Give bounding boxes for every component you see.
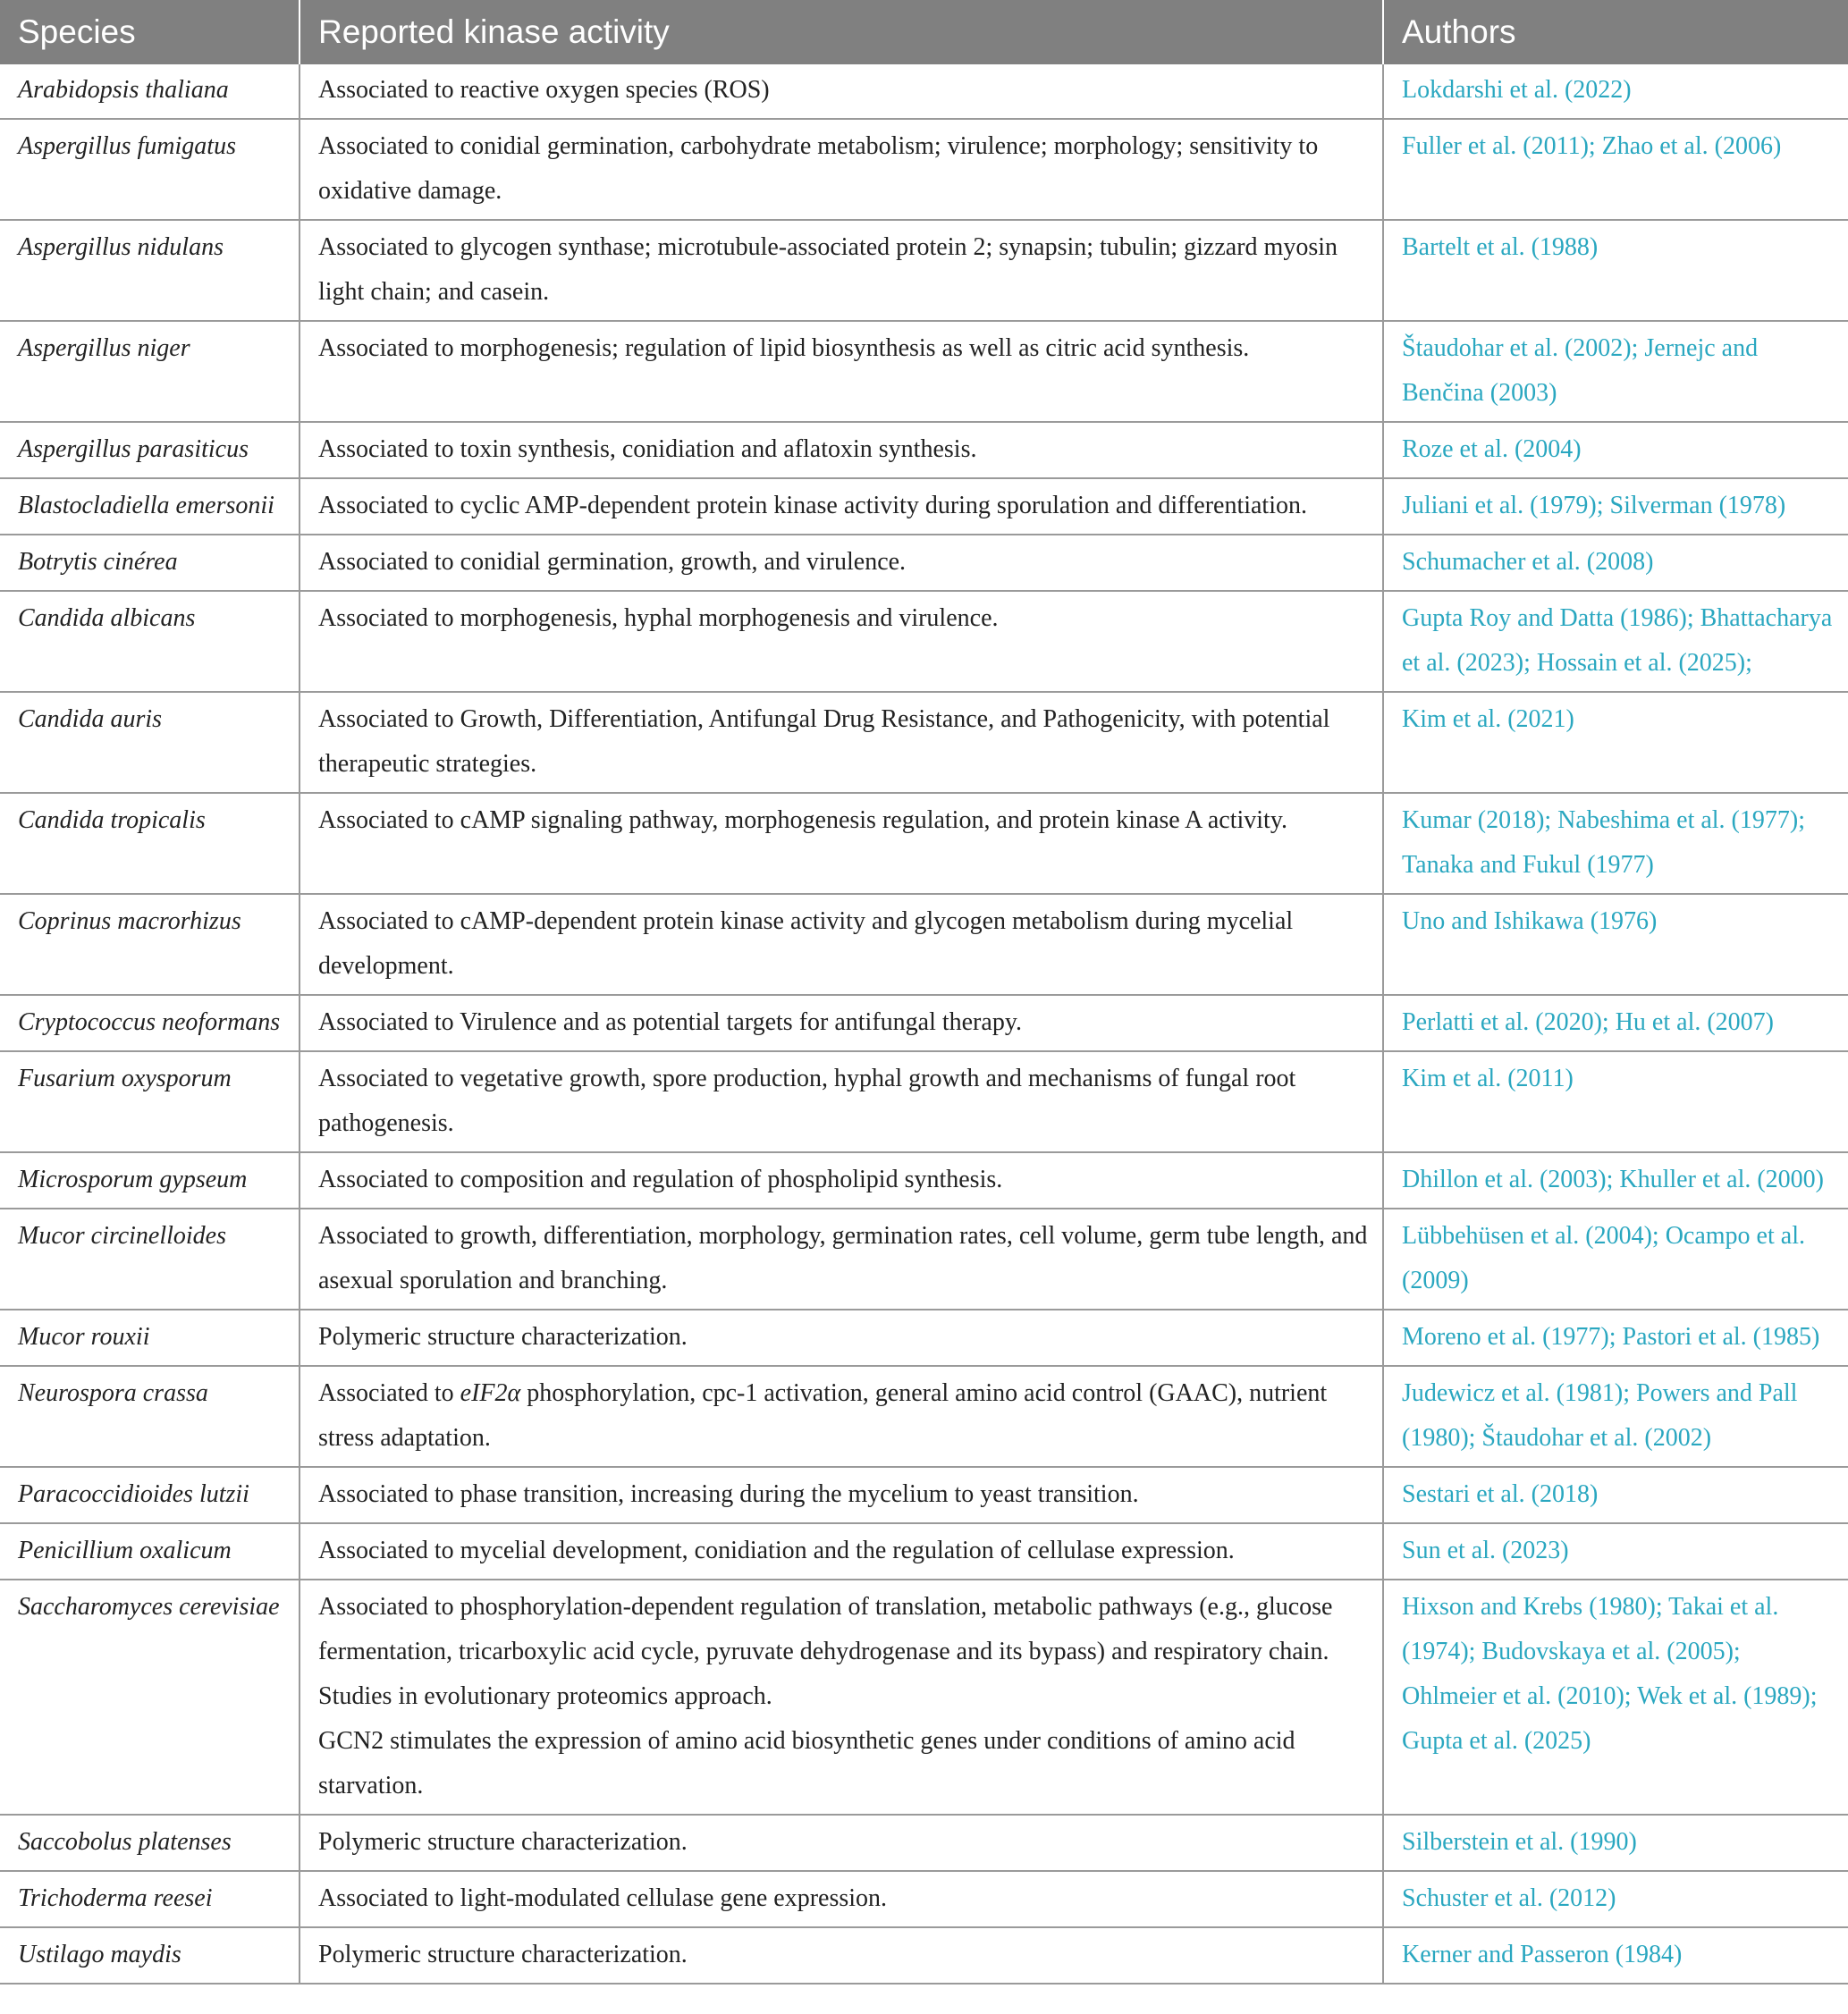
species-cell: Paracoccidioides lutzii: [0, 1467, 300, 1523]
species-cell: Ustilago maydis: [0, 1927, 300, 1984]
authors-link[interactable]: Lokdarshi et al. (2022): [1383, 64, 1848, 119]
authors-link[interactable]: Lübbehüsen et al. (2004); Ocampo et al. (2009): [1383, 1209, 1848, 1310]
authors-link[interactable]: Sun et al. (2023): [1383, 1523, 1848, 1580]
table-row: [0, 220, 1848, 321]
species-cell: Aspergillus niger: [0, 321, 300, 422]
authors-link[interactable]: Gupta Roy and Datta (1986); Bhattacharya et al. (2023); Hossain et al. (2025);: [1383, 591, 1848, 692]
table-row: [0, 1815, 1848, 1871]
authors-link[interactable]: Schumacher et al. (2008): [1383, 535, 1848, 591]
species-cell: Mucor circinelloides: [0, 1209, 300, 1310]
activity-cell: Associated to composition and regulation of phospholipid synthesis.: [300, 1152, 1383, 1209]
species-cell: Aspergillus fumigatus: [0, 119, 300, 220]
table-row: [0, 422, 1848, 478]
activity-cell: Associated to light-modulated cellulase gene expression.: [300, 1871, 1383, 1927]
activity-cell: Associated to phase transition, increasing during the mycelium to yeast transition.: [300, 1467, 1383, 1523]
table-row: [0, 1467, 1848, 1523]
table-header-row: [0, 0, 1848, 64]
table-row: [0, 321, 1848, 422]
authors-link[interactable]: Uno and Ishikawa (1976): [1383, 894, 1848, 995]
activity-cell: Associated to morphogenesis; regulation of lipid biosynthesis as well as citric acid synthesis.: [300, 321, 1383, 422]
authors-link[interactable]: Schuster et al. (2012): [1383, 1871, 1848, 1927]
activity-cell: Associated to cAMP signaling pathway, morphogenesis regulation, and protein kinase A activity.: [300, 793, 1383, 894]
activity-cell: Polymeric structure characterization.: [300, 1310, 1383, 1366]
table-row: [0, 1152, 1848, 1209]
activity-text: phosphorylation, cpc-1 activation, general amino acid control (GAAC), nutrient stress adaptation.: [318, 1379, 1328, 1452]
table-row: [0, 1366, 1848, 1467]
table-row: [0, 1580, 1848, 1815]
authors-link[interactable]: Silberstein et al. (1990): [1383, 1815, 1848, 1871]
authors-link[interactable]: Bartelt et al. (1988): [1383, 220, 1848, 321]
table-row: [0, 535, 1848, 591]
header-authors: Authors: [1383, 0, 1848, 64]
table-row: [0, 478, 1848, 535]
species-cell: Saccobolus platenses: [0, 1815, 300, 1871]
authors-link[interactable]: Judewicz et al. (1981); Powers and Pall (1980); Štaudohar et al. (2002): [1383, 1366, 1848, 1467]
gene-name: eIF2α: [460, 1379, 521, 1407]
activity-cell: [300, 1580, 1383, 1815]
authors-link[interactable]: Kim et al. (2011): [1383, 1051, 1848, 1152]
table-row: [0, 1051, 1848, 1152]
table-row: [0, 64, 1848, 119]
authors-link[interactable]: Perlatti et al. (2020); Hu et al. (2007): [1383, 995, 1848, 1051]
activity-cell: Associated to morphogenesis, hyphal morphogenesis and virulence.: [300, 591, 1383, 692]
authors-link[interactable]: Juliani et al. (1979); Silverman (1978): [1383, 478, 1848, 535]
activity-cell: Associated to growth, differentiation, morphology, germination rates, cell volume, germ tube length, and asexual sporulation and branching.: [300, 1209, 1383, 1310]
activity-line: Associated to phosphorylation-dependent regulation of translation, metabolic pathways (e.g., glucose fermentation, tricarboxylic acid cycle, pyruvate dehydrogenase and its bypass) and respiratory chain.: [318, 1593, 1333, 1665]
species-cell: Aspergillus nidulans: [0, 220, 300, 321]
species-cell: Botrytis cinérea: [0, 535, 300, 591]
species-cell: Coprinus macrorhizus: [0, 894, 300, 995]
activity-line: Studies in evolutionary proteomics approach.: [318, 1682, 772, 1710]
activity-text: Associated to: [318, 1379, 460, 1407]
species-cell: Penicillium oxalicum: [0, 1523, 300, 1580]
table-row: [0, 894, 1848, 995]
table-row: [0, 1209, 1848, 1310]
activity-cell: Polymeric structure characterization.: [300, 1927, 1383, 1984]
species-cell: Aspergillus parasiticus: [0, 422, 300, 478]
activity-cell: Associated to mycelial development, conidiation and the regulation of cellulase expression.: [300, 1523, 1383, 1580]
table-row: [0, 692, 1848, 793]
species-cell: Arabidopsis thaliana: [0, 64, 300, 119]
species-cell: Saccharomyces cerevisiae: [0, 1580, 300, 1815]
activity-cell: Associated to Growth, Differentiation, Antifungal Drug Resistance, and Pathogenicity, with potential therapeutic strategies.: [300, 692, 1383, 793]
species-cell: Fusarium oxysporum: [0, 1051, 300, 1152]
activity-cell: Associated to vegetative growth, spore production, hyphal growth and mechanisms of fungal root pathogenesis.: [300, 1051, 1383, 1152]
header-activity: Reported kinase activity: [300, 0, 1383, 64]
activity-cell: Associated to conidial germination, growth, and virulence.: [300, 535, 1383, 591]
activity-cell: Associated to reactive oxygen species (ROS): [300, 64, 1383, 119]
authors-link[interactable]: Kim et al. (2021): [1383, 692, 1848, 793]
activity-cell: Associated to toxin synthesis, conidiation and aflatoxin synthesis.: [300, 422, 1383, 478]
authors-link[interactable]: Sestari et al. (2018): [1383, 1467, 1848, 1523]
activity-cell: Associated to cAMP-dependent protein kinase activity and glycogen metabolism during mycelial development.: [300, 894, 1383, 995]
table-row: [0, 1927, 1848, 1984]
activity-cell: Polymeric structure characterization.: [300, 1815, 1383, 1871]
species-cell: Candida albicans: [0, 591, 300, 692]
authors-link[interactable]: Dhillon et al. (2003); Khuller et al. (2000): [1383, 1152, 1848, 1209]
activity-cell: [300, 1366, 1383, 1467]
header-species: Species: [0, 0, 300, 64]
table-row: [0, 995, 1848, 1051]
authors-link[interactable]: Štaudohar et al. (2002); Jernejc and Benčina (2003): [1383, 321, 1848, 422]
authors-link[interactable]: Kumar (2018); Nabeshima et al. (1977); Tanaka and Fukul (1977): [1383, 793, 1848, 894]
table-row: [0, 1871, 1848, 1927]
species-cell: Mucor rouxii: [0, 1310, 300, 1366]
table-row: [0, 1523, 1848, 1580]
activity-cell: Associated to cyclic AMP-dependent protein kinase activity during sporulation and differentiation.: [300, 478, 1383, 535]
table-row: [0, 591, 1848, 692]
species-cell: Trichoderma reesei: [0, 1871, 300, 1927]
table-row: [0, 119, 1848, 220]
activity-cell: Associated to Virulence and as potential targets for antifungal therapy.: [300, 995, 1383, 1051]
species-cell: Candida auris: [0, 692, 300, 793]
species-cell: Neurospora crassa: [0, 1366, 300, 1467]
species-cell: Microsporum gypseum: [0, 1152, 300, 1209]
species-cell: Candida tropicalis: [0, 793, 300, 894]
table-row: [0, 1310, 1848, 1366]
activity-line: GCN2 stimulates the expression of amino acid biosynthetic genes under conditions of amino acid starvation.: [318, 1727, 1295, 1799]
authors-link[interactable]: Moreno et al. (1977); Pastori et al. (1985): [1383, 1310, 1848, 1366]
table-row: [0, 793, 1848, 894]
species-cell: Cryptococcus neoformans: [0, 995, 300, 1051]
authors-link[interactable]: Kerner and Passeron (1984): [1383, 1927, 1848, 1984]
authors-link[interactable]: Hixson and Krebs (1980); Takai et al. (1974); Budovskaya et al. (2005); Ohlmeier et al. (2010); Wek et al. (1989); Gupta et al. (2025): [1383, 1580, 1848, 1815]
activity-cell: Associated to glycogen synthase; microtubule-associated protein 2; synapsin; tubulin; gizzard myosin light chain; and casein.: [300, 220, 1383, 321]
authors-link[interactable]: Fuller et al. (2011); Zhao et al. (2006): [1383, 119, 1848, 220]
activity-cell: Associated to conidial germination, carbohydrate metabolism; virulence; morphology; sensitivity to oxidative damage.: [300, 119, 1383, 220]
species-cell: Blastocladiella emersonii: [0, 478, 300, 535]
authors-link[interactable]: Roze et al. (2004): [1383, 422, 1848, 478]
